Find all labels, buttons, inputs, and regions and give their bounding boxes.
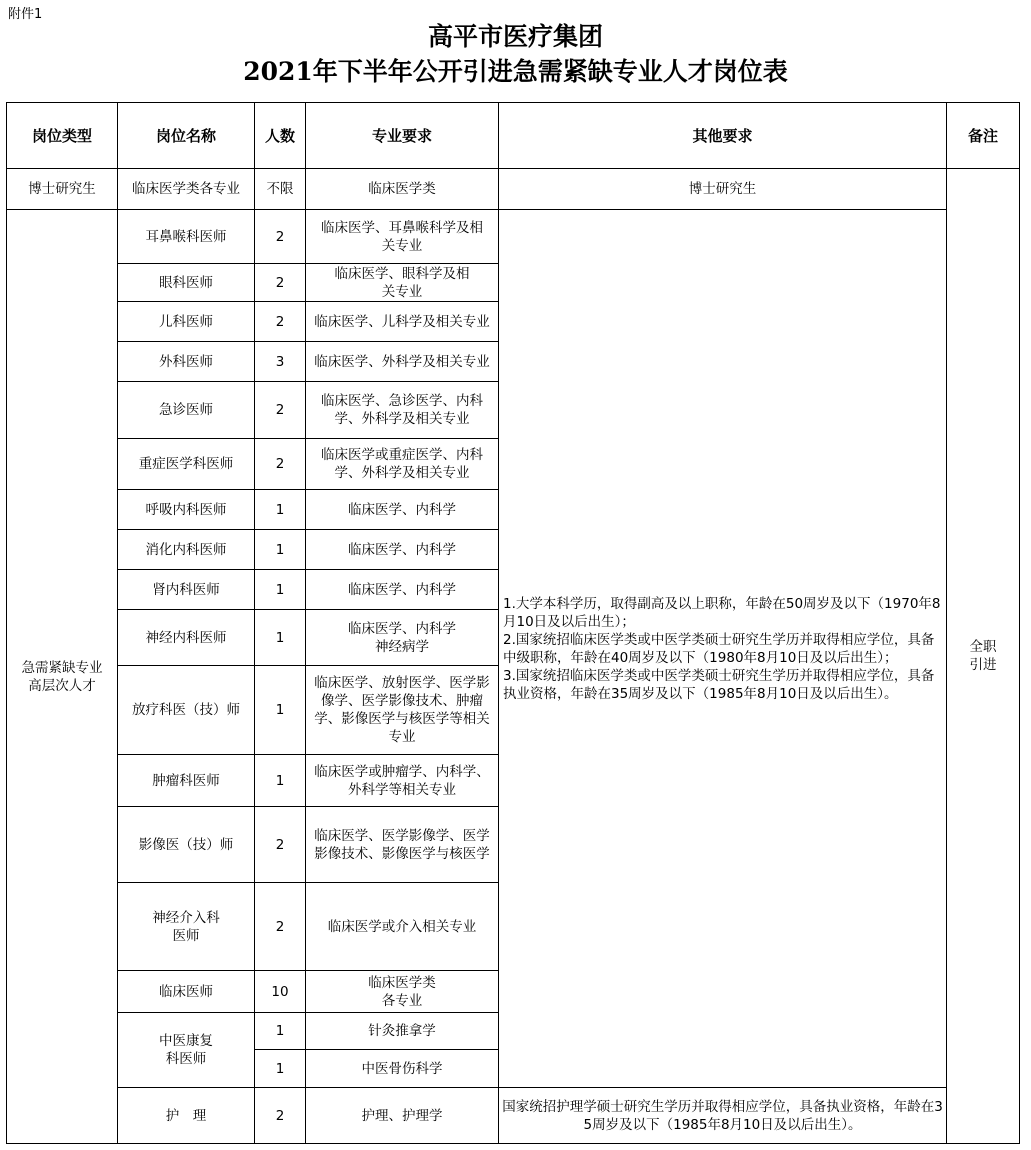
position-name: 重症医学科医师 xyxy=(118,439,255,490)
position-count: 3 xyxy=(255,342,306,382)
nursing-major: 护理、护理学 xyxy=(306,1088,499,1144)
requirement-item: 3.国家统招临床医学类或中医学类硕士研究生学历并取得相应学位，具备执业资格，年龄在35周岁及以下（1985年8月10日及以后出生）。 xyxy=(503,667,935,702)
urgent-type-cell: 急需紧缺专业高层次人才 xyxy=(7,210,118,1144)
title-line-2: 2021年下半年公开引进急需紧缺专业人才岗位表 xyxy=(243,57,788,86)
position-name: 影像医（技）师 xyxy=(118,807,255,883)
position-count: 2 xyxy=(255,439,306,490)
attachment-label: 附件1 xyxy=(8,7,43,22)
positions-table xyxy=(6,102,1020,1144)
position-count: 1 xyxy=(255,666,306,755)
header-row xyxy=(7,103,1020,169)
position-major: 针灸推拿学 xyxy=(306,1013,499,1050)
header-cell: 备注 xyxy=(947,103,1020,169)
position-name: 消化内科医师 xyxy=(118,530,255,570)
requirement-item: 1.大学本科学历，取得副高及以上职称，年龄在50周岁及以下（1970年8月10日及以后出生）； xyxy=(503,595,941,630)
position-count: 2 xyxy=(255,883,306,971)
position-count: 1 xyxy=(255,530,306,570)
position-major: 中医骨伤科学 xyxy=(306,1050,499,1088)
position-name: 儿科医师 xyxy=(118,302,255,342)
doctoral-major: 临床医学类 xyxy=(306,169,499,210)
position-major: 临床医学、内科学 xyxy=(306,490,499,530)
nursing-name: 护 理 xyxy=(118,1088,255,1144)
position-major: 临床医学或重症医学、内科学、外科学及相关专业 xyxy=(306,439,499,490)
position-major: 临床医学类各专业 xyxy=(306,971,499,1013)
position-count: 1 xyxy=(255,490,306,530)
position-count: 2 xyxy=(255,210,306,264)
position-major: 临床医学或介入相关专业 xyxy=(306,883,499,971)
requirement-item: 2.国家统招临床医学类或中医学类硕士研究生学历并取得相应学位，具备中级职称，年龄在40周岁及以下（1980年8月10日及以后出生）； xyxy=(503,631,935,666)
nursing-other: 国家统招护理学硕士研究生学历并取得相应学位，具备执业资格，年龄在35周岁及以下（1985年8月10日及以后出生）。 xyxy=(499,1088,947,1144)
header-cell: 岗位名称 xyxy=(118,103,255,169)
position-name: 神经介入科医师 xyxy=(118,883,255,971)
other-requirements-cell xyxy=(499,210,947,1088)
position-count: 2 xyxy=(255,807,306,883)
tcm-position-name: 中医康复科医师 xyxy=(118,1013,255,1088)
position-major: 临床医学、外科学及相关专业 xyxy=(306,342,499,382)
position-name: 外科医师 xyxy=(118,342,255,382)
position-name: 临床医师 xyxy=(118,971,255,1013)
table-row xyxy=(7,169,1020,210)
position-major: 临床医学或肿瘤学、内科学、外科学等相关专业 xyxy=(306,755,499,807)
title-line-1: 高平市医疗集团 xyxy=(427,22,603,51)
doctoral-other: 博士研究生 xyxy=(499,169,947,210)
header-cell: 专业要求 xyxy=(306,103,499,169)
table-row xyxy=(7,1088,1020,1144)
position-major: 临床医学、医学影像学、医学影像技术、影像医学与核医学 xyxy=(306,807,499,883)
doctoral-type: 博士研究生 xyxy=(7,169,118,210)
position-major: 临床医学、耳鼻喉科学及相关专业 xyxy=(306,210,499,264)
remark-cell: 全职引进 xyxy=(947,169,1020,1144)
position-name: 肾内科医师 xyxy=(118,570,255,610)
table-row xyxy=(7,210,1020,264)
header-cell: 人数 xyxy=(255,103,306,169)
position-count: 10 xyxy=(255,971,306,1013)
position-major: 临床医学、内科学 xyxy=(306,530,499,570)
header-cell: 岗位类型 xyxy=(7,103,118,169)
doctoral-count: 不限 xyxy=(255,169,306,210)
position-count: 1 xyxy=(255,1050,306,1088)
header-cell: 其他要求 xyxy=(499,103,947,169)
position-count: 2 xyxy=(255,302,306,342)
position-major: 临床医学、急诊医学、内科学、外科学及相关专业 xyxy=(306,382,499,439)
position-count: 1 xyxy=(255,755,306,807)
position-major: 临床医学、放射医学、医学影像学、医学影像技术、肿瘤学、影像医学与核医学等相关专业 xyxy=(306,666,499,755)
position-name: 耳鼻喉科医师 xyxy=(118,210,255,264)
doctoral-position: 临床医学类各专业 xyxy=(118,169,255,210)
position-count: 2 xyxy=(255,382,306,439)
position-count: 2 xyxy=(255,264,306,302)
position-major: 临床医学、儿科学及相关专业 xyxy=(306,302,499,342)
position-name: 眼科医师 xyxy=(118,264,255,302)
position-name: 急诊医师 xyxy=(118,382,255,439)
position-name: 呼吸内科医师 xyxy=(118,490,255,530)
position-count: 1 xyxy=(255,570,306,610)
position-count: 1 xyxy=(255,610,306,666)
position-count: 1 xyxy=(255,1013,306,1050)
position-name: 肿瘤科医师 xyxy=(118,755,255,807)
position-major: 临床医学、眼科学及相关专业 xyxy=(306,264,499,302)
position-major: 临床医学、内科学神经病学 xyxy=(306,610,499,666)
position-major: 临床医学、内科学 xyxy=(306,570,499,610)
position-name: 放疗科医（技）师 xyxy=(118,666,255,755)
position-name: 神经内科医师 xyxy=(118,610,255,666)
nursing-count: 2 xyxy=(255,1088,306,1144)
